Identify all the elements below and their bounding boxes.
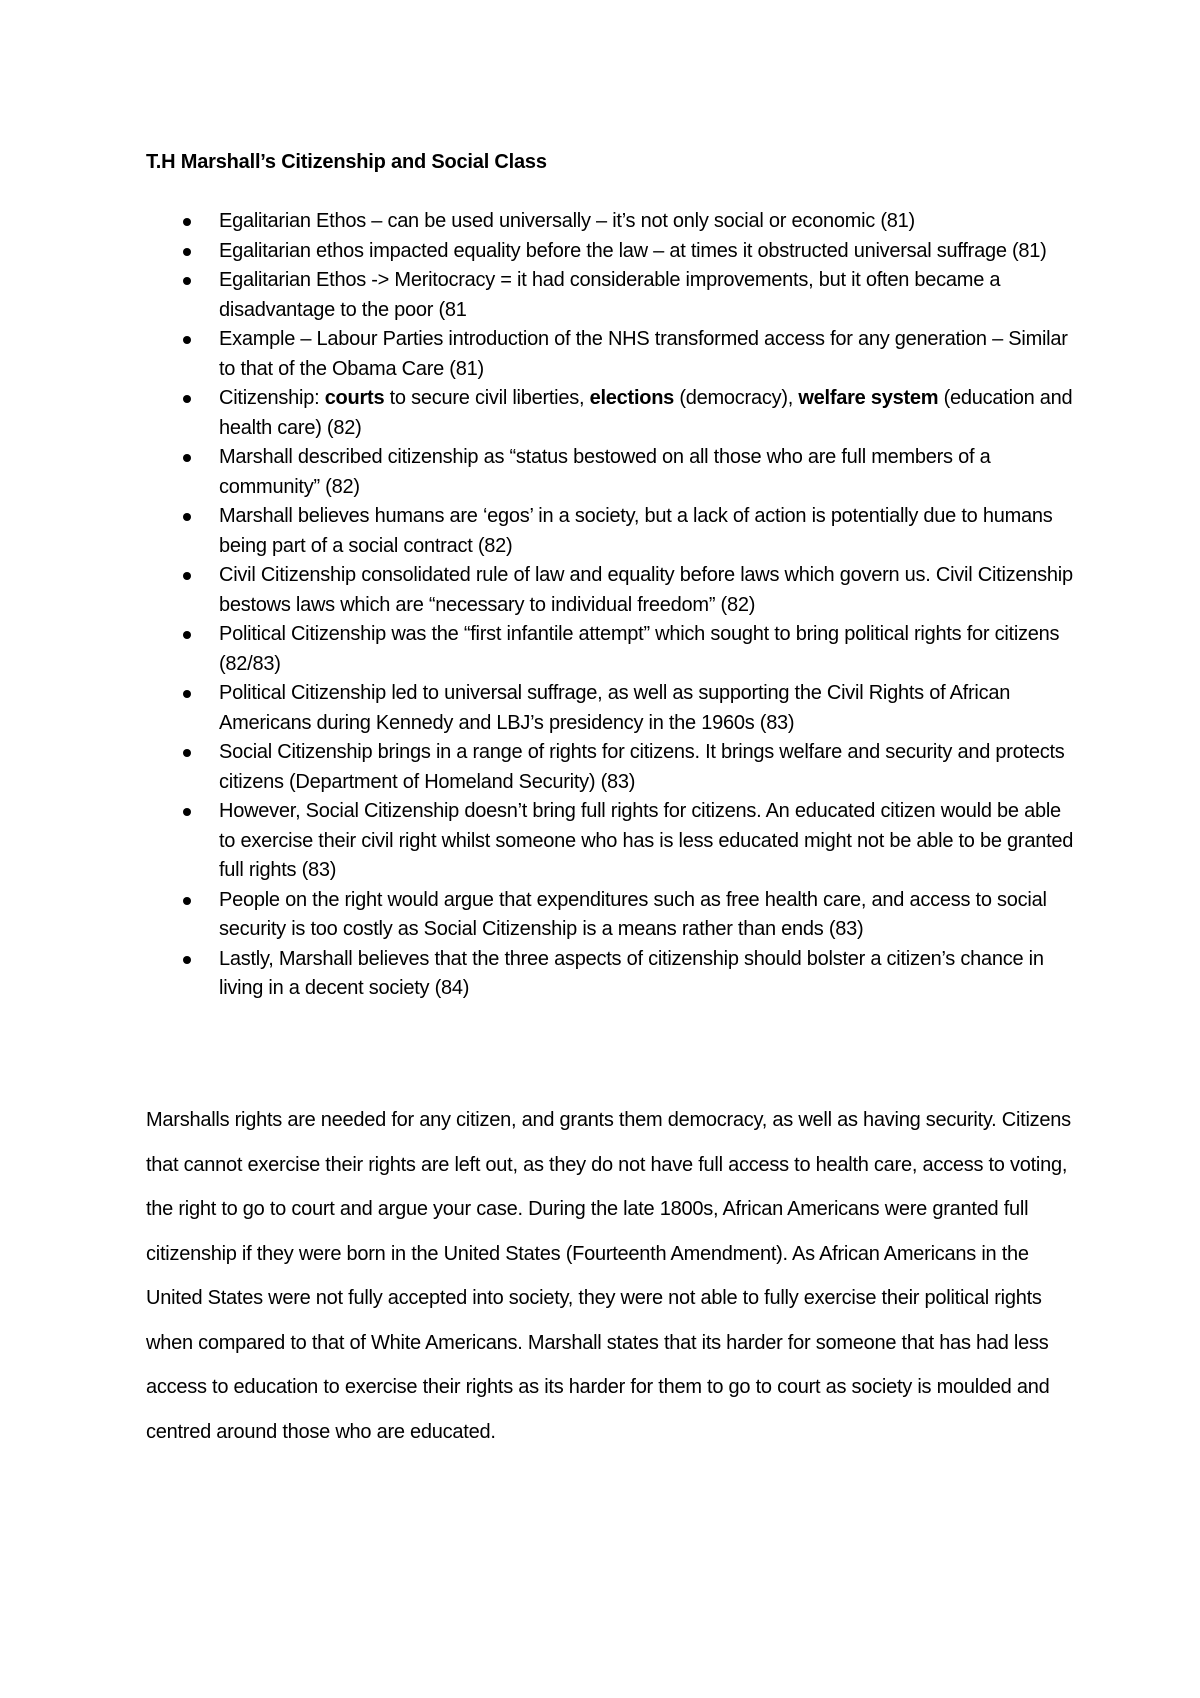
bullet-icon (183, 395, 191, 403)
bullet-item (146, 620, 1076, 679)
bullet-text: People on the right would argue that expenditures such as free health care, and access to social security is too costly as Social Citizenship is a means rather than ends (83) (219, 888, 1047, 940)
bullet-icon (183, 218, 191, 226)
bullet-text: Civil Citizenship consolidated rule of law and equality before laws which govern us. Civil Citizenship bestows laws which are “necessary to individual freedom” (82) (219, 564, 1073, 616)
bullet-item (146, 679, 1076, 738)
bullet-icon (183, 690, 191, 698)
body-paragraph: Marshalls rights are needed for any citizen, and grants them democracy, as well as having security. Citizens that cannot exercise their rights are left out, as they do not have full access to health care, access to voting, the right to go to court and argue your case. During the late 1800s, African Americans were granted full citizenship if they were born in the United States (Fourteenth Amendment). As African Americans in the United States were not fully accepted into society, they were not able to fully exercise their political rights when compared to that of White Americans. Marshall states that its harder for someone that has had less access to education to exercise their rights as its harder for them to go to court as society is moulded and centred around those who are educated. (146, 1109, 1071, 1443)
bullet-text-part: to secure civil liberties, (384, 387, 590, 409)
bullet-item (146, 738, 1076, 797)
bullet-text: However, Social Citizenship doesn’t bring full rights for citizens. An educated citizen would be able to exercise their civil right whilst someone who has is less educated might not be able to be granted full rights (83) (219, 800, 1074, 881)
bullet-icon (183, 956, 191, 964)
bullet-icon (183, 572, 191, 580)
bullet-icon (183, 277, 191, 285)
bullet-item (146, 797, 1076, 886)
bullet-item (146, 886, 1076, 945)
bullet-icon (183, 897, 191, 905)
bullet-item (146, 325, 1076, 384)
bullet-text-part: Citizenship: (219, 387, 325, 409)
bold-term-elections: elections (589, 387, 675, 409)
bullet-text: Egalitarian Ethos – can be used universally – it’s not only social or economic (81) (219, 210, 915, 232)
bullet-item (146, 266, 1076, 325)
bullet-item (146, 384, 1076, 443)
bullet-icon (183, 248, 191, 256)
bullet-icon (183, 513, 191, 521)
bold-term-welfare-system: welfare system (798, 387, 939, 409)
bullet-text: Egalitarian ethos impacted equality before the law – at times it obstructed universal suffrage (81) (219, 239, 1047, 262)
bullet-text-part: (education and health care) (82) (219, 387, 1073, 439)
bullet-item (146, 207, 1076, 237)
bullet-text: Example – Labour Parties introduction of the NHS transformed access for any generation – Similar to that of the Obama Care (81) (219, 328, 1068, 380)
bullet-item (146, 561, 1076, 620)
bullet-text: Egalitarian Ethos -> Meritocracy = it had considerable improvements, but it often became a disadvantage to the poor (81 (219, 269, 1001, 321)
bullet-icon (183, 749, 191, 757)
document-title: T.H Marshall’s Citizenship and Social Class (146, 151, 547, 173)
bullet-item (146, 237, 1076, 267)
bullet-item (146, 945, 1076, 1004)
bullet-text: Marshall described citizenship as “status bestowed on all those who are full members of a community” (82) (219, 446, 991, 498)
bullet-text-part: (democracy), (674, 387, 799, 409)
bullet-icon (183, 454, 191, 462)
bullet-item (146, 443, 1076, 502)
bullet-text: Political Citizenship led to universal suffrage, as well as supporting the Civil Rights of African Americans during Kennedy and LBJ’s presidency in the 1960s (83) (219, 682, 1011, 734)
bullet-list (146, 207, 1076, 1004)
bullet-text: Lastly, Marshall believes that the three aspects of citizenship should bolster a citizen’s chance in living in a decent society (84) (219, 947, 1044, 999)
bullet-icon (183, 631, 191, 639)
bullet-text: Social Citizenship brings in a range of rights for citizens. It brings welfare and security and protects citizens (Department of Homeland Security) (83) (219, 741, 1065, 793)
bullet-text: Political Citizenship was the “first infantile attempt” which sought to bring political rights for citizens (82/83) (219, 623, 1060, 675)
bullet-text: Marshall believes humans are ‘egos’ in a society, but a lack of action is potentially due to humans being part of a social contract (82) (219, 505, 1053, 557)
bold-term-courts: courts (324, 387, 385, 409)
bullet-icon (183, 808, 191, 816)
bullet-item (146, 502, 1076, 561)
bullet-icon (183, 336, 191, 344)
